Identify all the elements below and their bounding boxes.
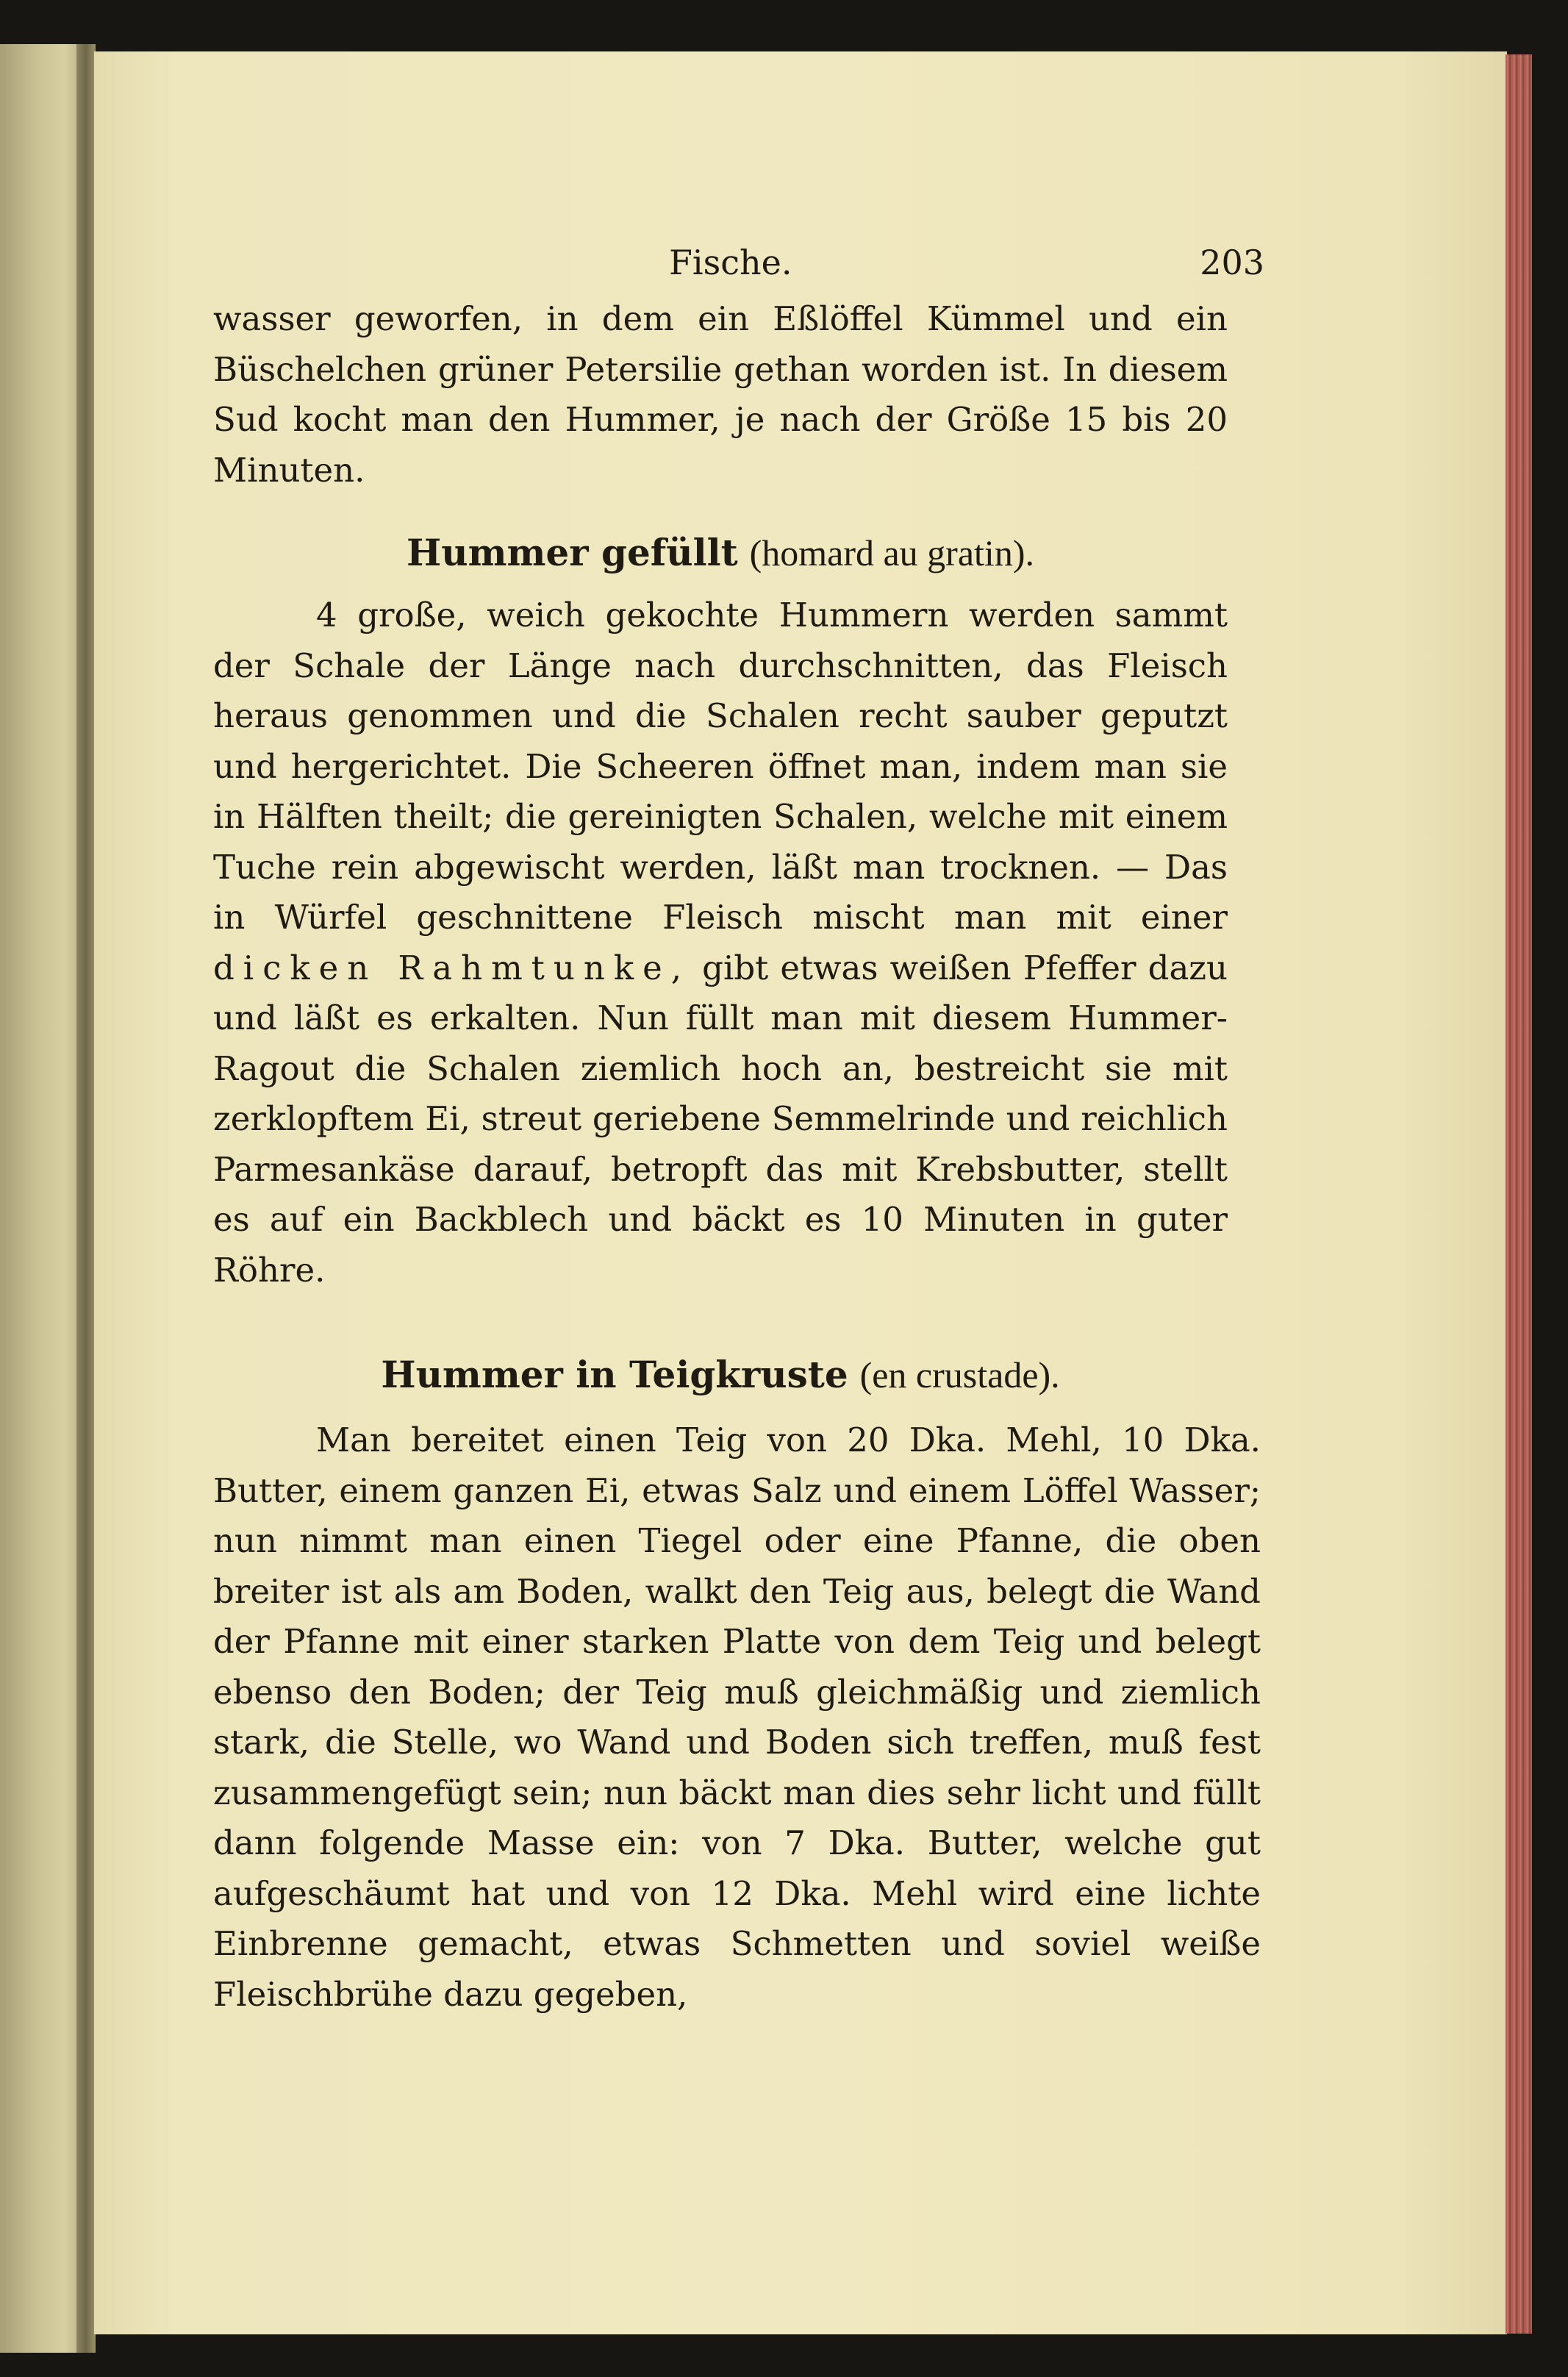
- section-heading-main: Hummer in Teigkruste: [381, 1353, 848, 1396]
- running-head-title: Fische.: [669, 243, 792, 282]
- previous-page-edge: [0, 44, 81, 2353]
- page-text-block: [213, 243, 1264, 2020]
- running-head: [213, 243, 1264, 294]
- section-heading-hummer-gefuellt: [213, 531, 1228, 574]
- section-heading-sub: (homard au gratin).: [749, 532, 1034, 573]
- section-heading-sub: (en crustade).: [859, 1354, 1060, 1395]
- book-gutter: [76, 44, 96, 2353]
- page-block-edge: [1506, 54, 1532, 2334]
- paragraph-text: 4 große, weich gekochte Hummern werden sammt der Schale der Länge nach durchschnitten, das Fleisch heraus genommen und die Schalen recht sauber geputzt und hergerichtet. Die Scheeren öffnet man, indem man sie in Hälften theilt; die gereinigten Schalen, welche mit einem Tuche rein abgewischt werden, läßt man trocknen. — Das in Würfel geschnittene Fleisch mischt man mit einer: [213, 596, 1228, 937]
- section-heading-hummer-teigkruste: [213, 1353, 1228, 1396]
- page-number: 203: [1200, 243, 1264, 282]
- section-heading-main: Hummer gefüllt: [407, 531, 738, 574]
- recipe-paragraph-hummer-gefuellt: [213, 590, 1228, 1295]
- paragraph-text: gibt etwas weißen Pfeffer dazu und läßt es erkalten. Nun füllt man mit diesem Hummer-Ragout die Schalen ziemlich hoch an, bestreicht sie mit zerklopftem Ei, streut geriebene Semmelrinde und reichlich Parmesankäse darauf, betropft das mit Krebsbutter, stellt es auf ein Backblech und bäckt es 10 Minuten in guter Röhre.: [213, 948, 1228, 1290]
- recipe-paragraph-hummer-teigkruste: Man bereitet einen Teig von 20 Dka. Mehl, 10 Dka. Butter, einem ganzen Ei, etwas Salz und einem Löffel Wasser; nun nimmt man einen Tiegel oder eine Pfanne, die oben breiter ist als am Boden, walkt den Teig aus, belegt die Wand der Pfanne mit einer starken Platte von dem Teig und belegt ebenso den Boden; der Teig muß gleichmäßig und ziemlich stark, die Stelle, wo Wand und Boden sich treffen, muß fest zusammengefügt sein; nun bäckt man dies sehr licht und füllt dann folgende Masse ein: von 7 Dka. Butter, welche gut aufgeschäumt hat und von 12 Dka. Mehl wird eine lichte Einbrenne gemacht, etwas Schmetten und soviel weiße Fleischbrühe dazu gegeben,: [213, 1420, 1261, 2014]
- emphasized-text: dicken Rahmtunke,: [213, 948, 691, 987]
- intro-paragraph: wasser geworfen, in dem ein Eßlöffel Kümmel und ein Büschelchen grüner Petersilie gethan worden ist. In diesem Sud kocht man den Hummer, je nach der Größe 15 bis 20 Minuten.: [213, 299, 1228, 490]
